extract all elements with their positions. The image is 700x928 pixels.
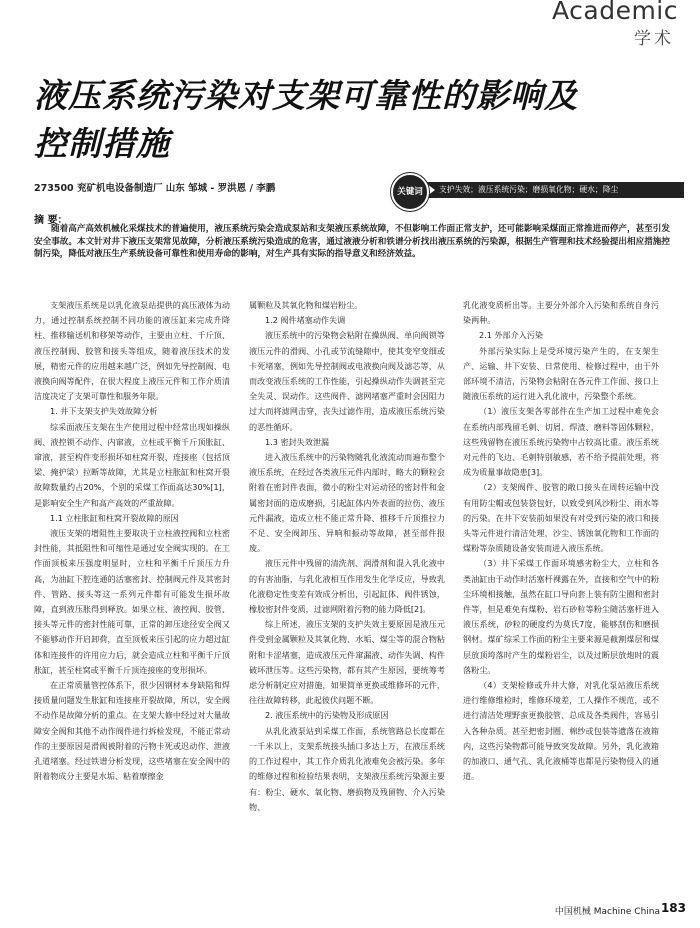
body-paragraph: 外部污染实际上是受环境污染产生的，在支架生产、运输、井下安装、日常使用、检修过程中，由于外部环境不清洁，污染物会粘附在各元件工作面、接口上随液压系统的运行进入乳化液中，污染整个系统。	[463, 345, 659, 402]
body-paragraph: 液压支架的增阻性主要取决于立柱液控阀和立柱密封性能，其抵阻性和可缩性是通过安全阀实现的。在工作面顶板来压强度明显时，立柱和平衡千斤顶压力升高，为油缸下腔连通的活塞密封、控制阀元件及其密封件、管路、接头等这一系列元件都有可能发生损坏故障，直到液压胀得到释放。如果立柱、液控阀、胶管、接头等元件的密封性能可靠，正常的卸压途径安全阀又不能够动作开启卸荷，直至顶板来压引起的应力超过缸体和连接件的许用应力后，就会造成立柱和平衡千斤顶胀缸，甚至柱窝或平衡千斤顶连接座的变形损坏。	[34, 528, 230, 675]
body-paragraph: 进入液压系统中的污染物随乳化液流动而遍布整个液压系统，在经过各类液压元件内部时，略大的颗粒会附着在密封件表面，微小的粉尘对运动径的密封件和金属密封面的造成磨损，引起缸体内外表面的拉伤、液压元件漏液，造成立柱不能正常升降、推移千斤顶推拉力不足、安全阀卸压、异响和振动等故障，甚至部件报废。	[249, 452, 445, 554]
body-paragraph: 支架液压系统是以乳化液泵站提供的高压液体为动力，通过控制系统控制不同功能的液压缸来完成升降柱、推移输送机和移架等动作，主要由立柱、千斤顶、液压控制阀、胶管和接头等组成，随着液压技术的发展，精密元件的应用越来越广泛，例如先导控制阀、电液换向阀等配件，在很大程度上液压元件和工作介质清洁度决定了支架可靠性和服务年限。	[34, 300, 230, 402]
section-heading: 1. 井下支架支护失效故障分析	[50, 406, 158, 417]
author-line: 273500 兖矿机电设备制造厂 山东 邹城 - 罗洪恩 / 李鹏	[34, 183, 276, 194]
body-column-3	[463, 298, 659, 785]
body-paragraph: 液压系统中的污染物会粘附在操纵阀、单向阀锁等液压元件的滑阀、小孔或节流缝隙中，使其变窄变细或卡死堵塞，例如先导控制阀或电液换向阀及滤芯等，从而改变液压系统的工作性能，引起操纵动作失调甚至完全失灵、误动作。这些阀件、滤网堵塞严重时会因阻力过大而将滤网击穿，丧失过滤作用，造成液压系统污染的恶性循环。	[249, 330, 445, 432]
body-paragraph: （1）液压支架各零部件在生产加工过程中难免会在系统内部残留毛刺、切屑、焊渣、磨料等固体颗粒，这些残留物在液压系统污染物中占较高比重。液压系统对元件的飞边、毛刺特别敏感，若不给予提前处理，将成为质量事故隐患[3]。	[463, 406, 659, 478]
body-paragraph: （3）井下采煤工作面环境感劣粉尘大，立柱和各类油缸由于动作时活塞杆裸露在外，直接和空气中的粉尘环境相接触，虽然在缸口导向套上装有防尘圈和密封件等，但是难免有煤粉、岩石砂粒等粉尘随活塞杆进入液压系统，砂粒的硬度约为莫氏7度，能够刮伤和磨损钢材。煤矿综采工作面的粉尘主要来源是截割煤层和煤层放顶垮落时产生的煤粉岩尘，以及过断层放炮时的震落粉尘。	[463, 558, 659, 675]
body-paragraph: 综采面液压支架在生产使用过程中经常出现如操纵阀、液控锁不动作、内窜液，立柱或平衡千斤顶胀缸、窜液，甚至构件变形损坏如柱窝开裂、连接座（包括顶梁、掩护梁）拉断等故障，尤其是立柱胀缸和柱窝开裂故障数量约占20%，个别的采煤工作面高达30%[1]，是影响安全生产和高产高效的严重故障。	[34, 421, 230, 508]
keywords-badge: 关键词	[391, 173, 429, 211]
header-academic: Academic	[551, 0, 678, 25]
body-paragraph: （4）支架检修或升井大修，对乳化泵站液压系统进行维修维检时，维修环境差，工人操作不规范，或不进行清洁处理野蛮更换胶管、总成及各类阀件，容易引入各种杂质。甚至把密封圈、棉纱或包装等遗落在液箱内，这些污染物都可能导致突发故障。另外，乳化液箱的加液口、通气孔、乳化液桶等也都是污染物侵入的通道。	[463, 680, 659, 782]
article-title: 液压系统污染对支架可靠性的影响及控制措施	[34, 76, 578, 163]
body-paragraph: 属颗粒及其氧化物和煤岩粉尘。	[249, 300, 363, 310]
body-paragraph: （2）支架阀件、胶管的敞口接头在周转运输中没有用防尘帽或包装袋包好，以致受到风沙粉尘、雨水等的污染。在井下安装前如果没有对受到污染的液口和接头等元件进行清洁处理，沙尘、锈蚀氧化物和工作面的煤粉等杂质随设备安装而进入液压系统。	[463, 482, 659, 554]
body-paragraph: 从乳化液泵站到采煤工作面，系统管路总长度都在一千米以上，支架系统接头插口多达上万，在液压系统的工作过程中，其工作介质乳化液难免会被污染。多年的维修过程和检验结果表明，支架液压系统污染源主要有：粉尘、硬水、氧化物、磨损物及残留物、介入污染物、	[249, 725, 445, 812]
body-column-1	[34, 298, 230, 785]
body-column-2	[249, 298, 445, 815]
body-paragraph: 乳化液变质析出等。主要分外部介入污染和系统自身污染两种。	[463, 300, 659, 326]
body-paragraph: 在正常质量管控体系下，很少因钢材本身缺陷和焊接质量问题发生胀缸和连接座开裂故障，所以，安全阀不动作是故障分析的重点。在支架大修中经过对大量故障安全阀和其他不动作阀件进行拆检发现，不能正常动作的主要原因是滑阀被附着的污物卡死或迟动作、泄液孔道堵塞。经过铁谱分析发现，这些堵塞在安全阀中的附着物成分主要是水垢、粘着摩擦金	[34, 680, 230, 782]
header-academic-cn: 学术	[634, 29, 674, 49]
keywords-bar	[421, 182, 684, 198]
section-heading: 1.2 阀件堵塞动作失调	[265, 315, 346, 326]
body-paragraph: 综上所述，液压支架的支护失效主要原因是液压元件受到金属颗粒及其氧化物、水垢、煤尘等的混合物粘附和卡涩堵塞，造成液压元件窜漏液、动作失调、构件破坏泄压等。这些污染物，都有其产生原因，要统筹考虑分析制定应对措施，如果简单更换或维修坏的元件，往往故障转移，此起彼伏问题不断。	[249, 619, 445, 706]
body-paragraph: 液压元件中残留的清洗剂、润滑剂和混入乳化液中的有害油脂，与乳化液相互作用发生化学反应，导致乳化液稳定性变差有效成分析出，引起缸体、阀件锈蚀，橡胶密封件变质，过滤网附着污物的能力降低[2]。	[249, 558, 445, 615]
section-heading: 1.1 立柱胀缸和柱窝开裂故障的原因	[50, 512, 179, 523]
footer-journal: 中国机械 Machine China	[554, 907, 660, 917]
section-heading: 2.1 外部介入污染	[479, 330, 544, 341]
abstract-text: 随着高产高效机械化采煤技术的普遍使用，液压系统污染会造成泵站和支架液压系统故障，不但影响工作面正常支护，还可能影响采煤面正常推进而停产，甚至引发安全事故。本文针对井下液压支架常见故障，分析液压系统污染造成的危害，通过液液分析和铁谱分析找出液压系统的污染源，根据生产管理和技术经验提出相应措施控制污染，降低对液压生产系统设备可靠性和使用寿命的影响，对生产具有实际的指导意义和经济效益。	[34, 224, 670, 259]
section-heading: 2. 液压系统中的污染物及形成原因	[265, 710, 389, 721]
keywords-text: 支护失效；液压系统污染；磨损氧化物；硬水；降尘	[439, 185, 619, 194]
abstract-label: 摘 要：	[34, 215, 68, 226]
page-number: 183	[660, 901, 686, 915]
section-heading: 1.3 密封失效泄漏	[265, 436, 330, 447]
